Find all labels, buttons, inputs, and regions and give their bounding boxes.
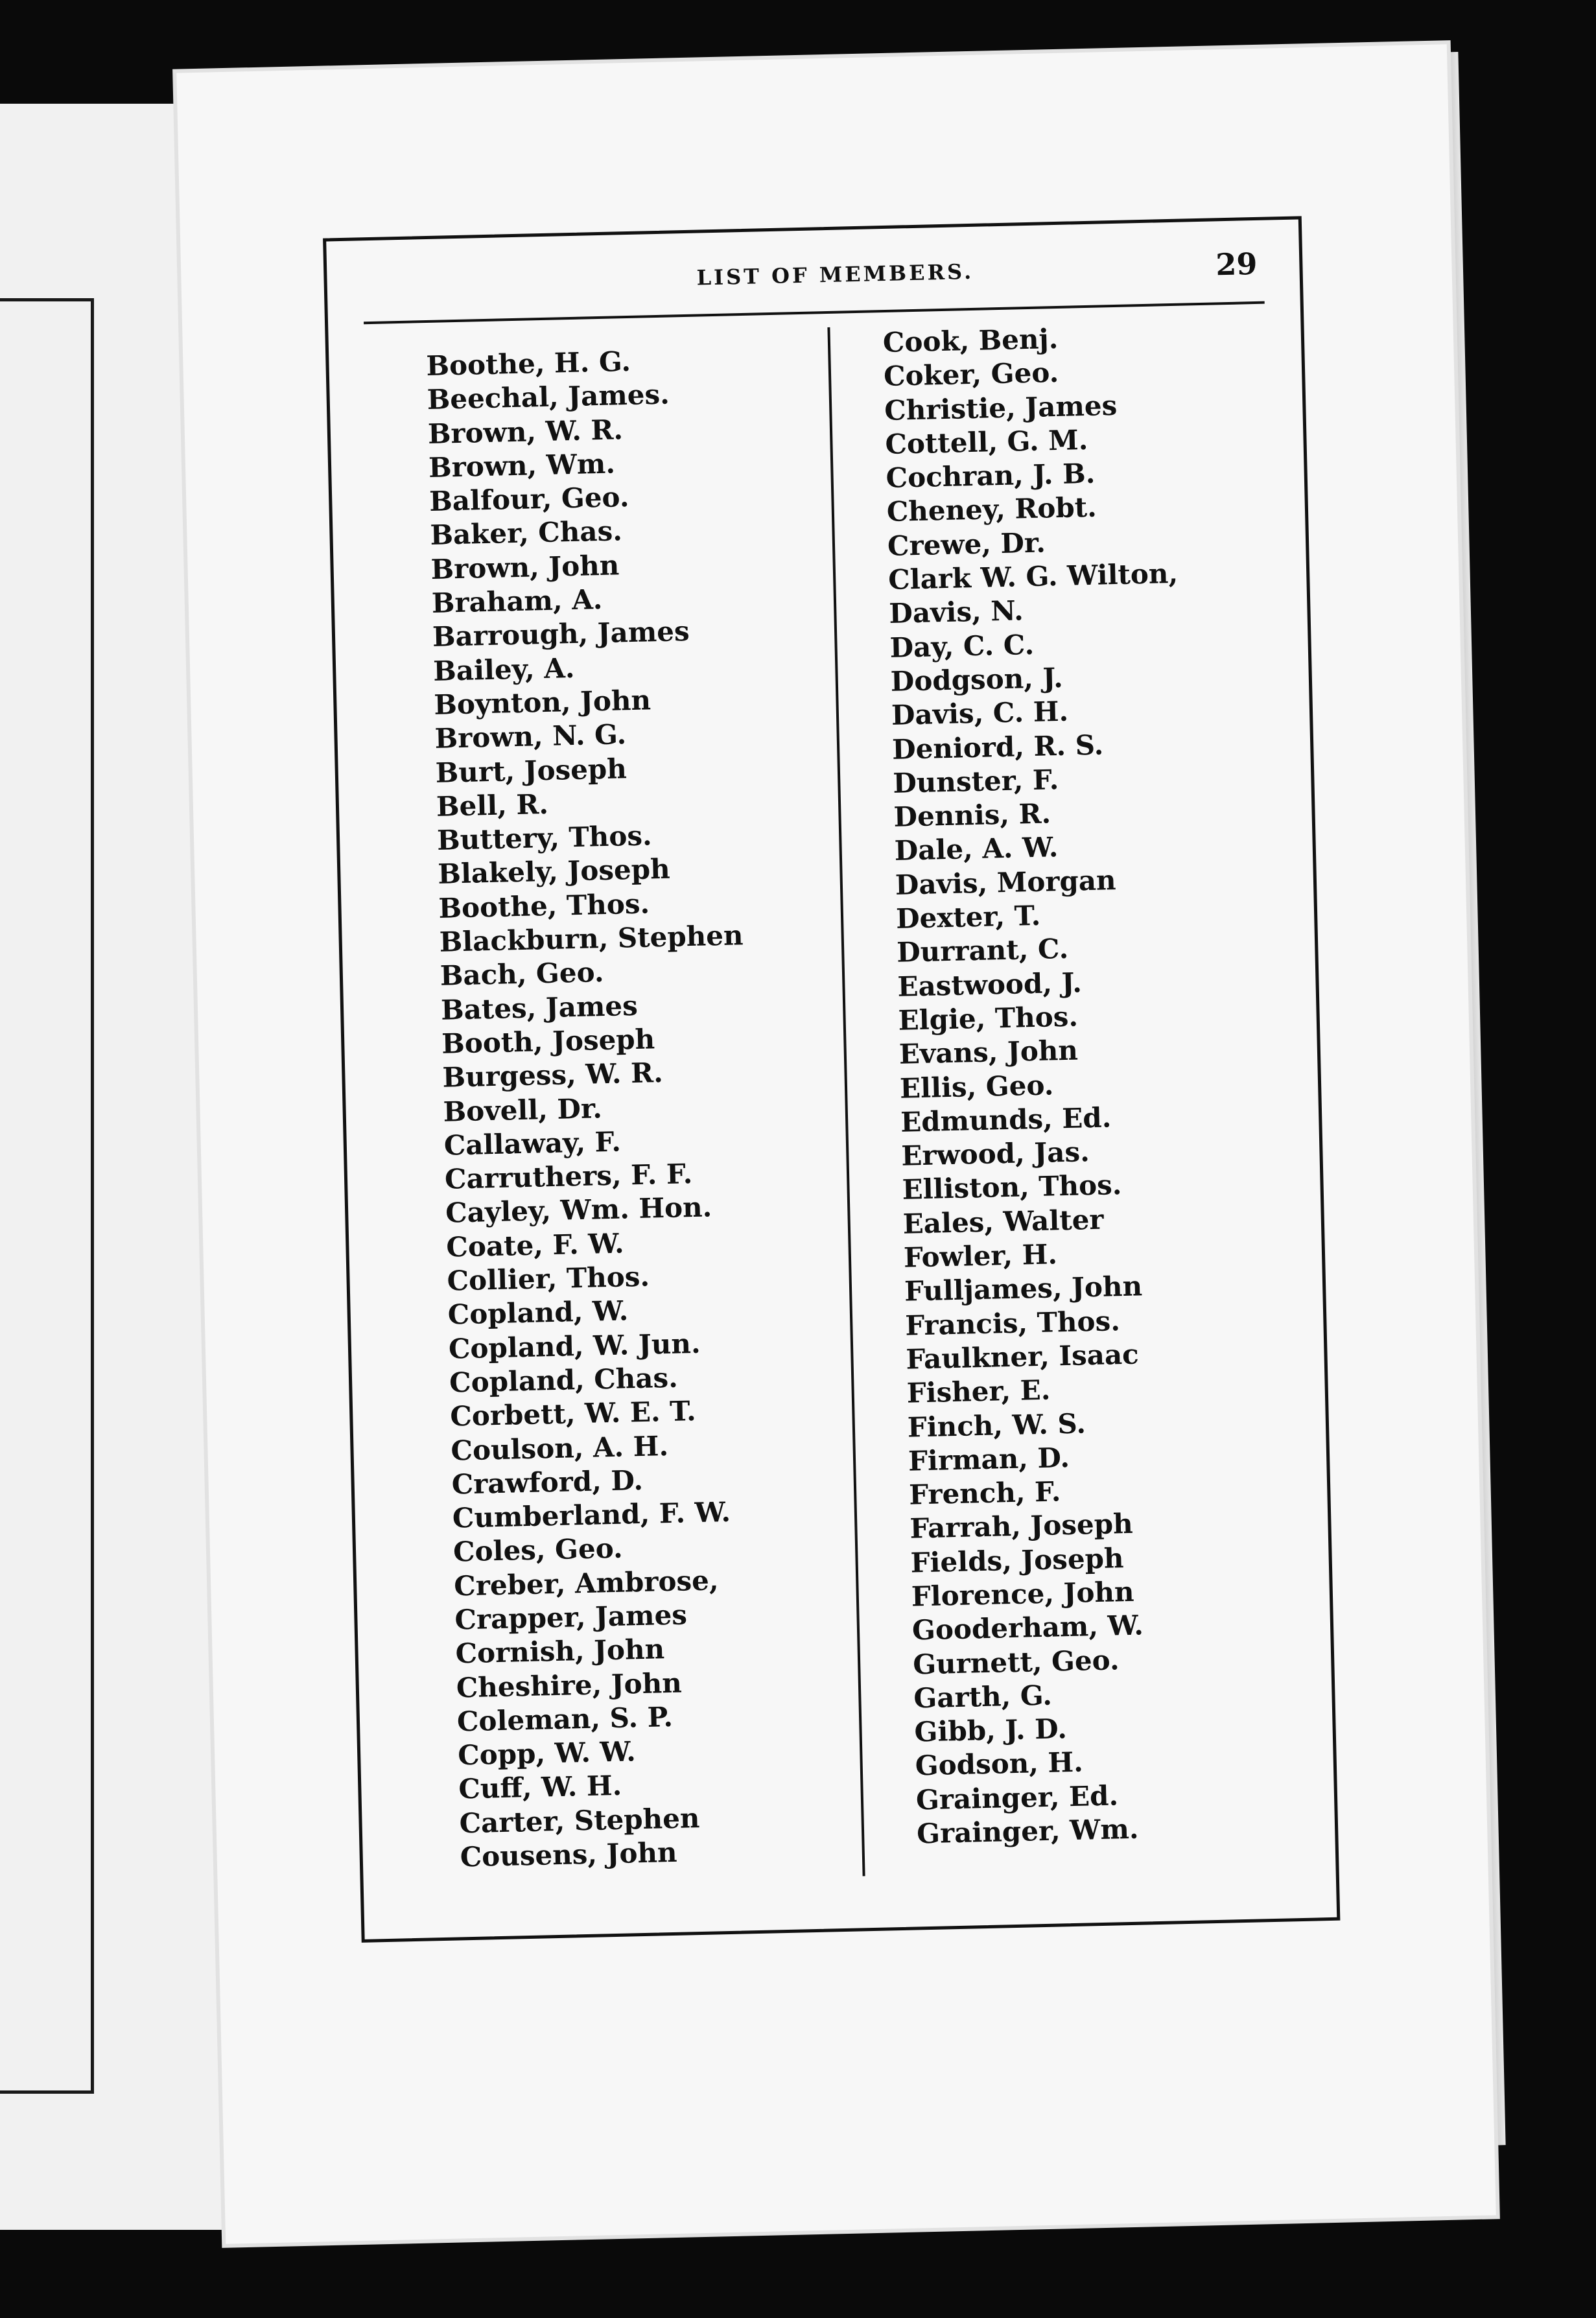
member-entry: Buttery, Thos.: [436, 819, 653, 856]
member-entry: Farrah, Joseph: [909, 1508, 1134, 1545]
member-entry: Collier, Thos.: [447, 1260, 650, 1297]
member-entry: Eales, Walter: [902, 1203, 1105, 1240]
member-entry: Coles, Geo.: [452, 1532, 624, 1568]
member-entry: Davis, C. H.: [891, 695, 1069, 732]
member-entry: Creber, Ambrose,: [453, 1563, 719, 1602]
member-entry: Cheshire, John: [456, 1667, 683, 1704]
member-entry: Deniord, R. S.: [891, 729, 1104, 766]
member-entry: Dunster, F.: [892, 763, 1059, 799]
member-entry: Gooderham, W.: [911, 1609, 1144, 1646]
member-entry: Cornish, John: [455, 1633, 665, 1670]
member-entry: Crawford, D.: [451, 1464, 644, 1501]
member-entry: Fisher, E.: [906, 1374, 1051, 1409]
member-entry: Finch, W. S.: [907, 1407, 1086, 1444]
member-entry: Copland, W.: [447, 1294, 629, 1331]
member-entry: Blakely, Joseph: [437, 853, 671, 891]
member-entry: Braham, A.: [431, 583, 603, 620]
member-entry: Grainger, Ed.: [915, 1779, 1119, 1816]
member-entry: Francis, Thos.: [904, 1304, 1121, 1342]
member-entry: Copland, Chas.: [449, 1361, 679, 1399]
member-entry: Dennis, R.: [893, 797, 1051, 834]
member-entry: Cottell, G. M.: [884, 423, 1088, 460]
member-entry: Eastwood, J.: [897, 966, 1083, 1003]
member-entry: Evans, John: [898, 1034, 1079, 1070]
member-entry: Callaway, F.: [443, 1125, 622, 1162]
member-entry: Coleman, S. P.: [456, 1700, 674, 1738]
page-number: 29: [1215, 246, 1258, 283]
member-entry: Faulkner, Isaac: [906, 1338, 1140, 1376]
member-entry: Barrough, James: [432, 615, 690, 653]
member-entry: Carter, Stephen: [459, 1801, 700, 1840]
member-entry: Edmunds, Ed.: [900, 1101, 1112, 1138]
member-entry: Davis, Morgan: [895, 863, 1117, 901]
member-entry: Firman, D.: [908, 1441, 1070, 1477]
member-entry: Fowler, H.: [903, 1238, 1058, 1274]
member-entry: Bovell, Dr.: [443, 1092, 603, 1128]
page: [176, 44, 1496, 2244]
member-list-right: [882, 320, 1206, 1851]
member-entry: Coulson, A. H.: [451, 1429, 669, 1467]
member-list-left: [426, 342, 764, 1874]
member-entry: Elliston, Thos.: [902, 1169, 1122, 1206]
member-entry: Coate, F. W.: [445, 1227, 625, 1263]
member-entry: Carruthers, F. F.: [444, 1158, 693, 1195]
member-entry: Beechal, James.: [427, 378, 670, 416]
column-rule: [827, 327, 865, 1876]
member-entry: Bell, R.: [436, 788, 549, 823]
member-entry: Davis, N.: [888, 594, 1024, 630]
member-entry: Cook, Benj.: [882, 322, 1059, 359]
member-entry: Dale, A. W.: [894, 831, 1059, 867]
member-entry: Bailey, A.: [432, 651, 575, 687]
member-entry: Copp, W. W.: [457, 1735, 637, 1772]
member-entry: Cheney, Robt.: [886, 491, 1097, 528]
member-entry: Erwood, Jas.: [900, 1136, 1090, 1172]
member-entry: Baker, Chas.: [429, 515, 623, 552]
member-entry: Christie, James: [884, 389, 1118, 427]
member-entry: Burgess, W. R.: [441, 1057, 664, 1094]
member-entry: Dexter, T.: [895, 899, 1041, 935]
member-entry: Boothe, H. G.: [426, 345, 631, 382]
member-entry: Gurnett, Geo.: [912, 1643, 1120, 1681]
member-entry: Brown, N. G.: [434, 718, 627, 755]
member-entry: Cumberland, F. W.: [452, 1495, 731, 1534]
member-entry: Corbett, W. E. T.: [449, 1395, 697, 1433]
member-entry: Crewe, Dr.: [887, 526, 1046, 562]
running-title: LIST OF MEMBERS.: [696, 259, 974, 290]
member-entry: Fulljames, John: [904, 1270, 1143, 1307]
member-entry: Balfour, Geo.: [428, 481, 629, 518]
previous-page-frame: [0, 298, 94, 2094]
member-entry: Crapper, James: [454, 1598, 688, 1636]
member-entry: Bach, Geo.: [440, 956, 605, 992]
member-entry: Bates, James: [440, 989, 639, 1026]
member-entry: Elgie, Thos.: [898, 1000, 1079, 1036]
member-entry: Brown, Wm.: [428, 447, 616, 484]
member-entry: Blackburn, Stephen: [439, 919, 744, 958]
member-entry: Dodgson, J.: [890, 661, 1064, 697]
member-entry: Durrant, C.: [896, 933, 1069, 969]
member-entry: Burt, Joseph: [435, 752, 628, 789]
member-entry: Godson, H.: [915, 1746, 1084, 1782]
member-entry: Cayley, Wm. Hon.: [445, 1191, 712, 1230]
member-entry: Cousens, John: [460, 1836, 678, 1873]
member-entry: Ellis, Geo.: [899, 1068, 1054, 1105]
member-entry: Day, C. C.: [889, 628, 1035, 664]
page-frame: [323, 216, 1340, 1943]
member-entry: Garth, G.: [913, 1679, 1053, 1715]
member-entry: Cochran, J. B.: [886, 457, 1096, 495]
member-entry: Gibb, J. D.: [914, 1713, 1068, 1748]
member-entry: Booth, Joseph: [441, 1023, 655, 1060]
member-entry: Grainger, Wm.: [916, 1812, 1139, 1850]
member-entry: Copland, W. Jun.: [448, 1327, 701, 1365]
member-entry: Cuff, W. H.: [458, 1770, 622, 1805]
member-entry: Florence, John: [911, 1575, 1135, 1613]
member-entry: Brown, John: [430, 549, 620, 585]
member-entry: Fields, Joseph: [910, 1541, 1125, 1579]
member-entry: Brown, W. R.: [427, 413, 624, 450]
member-entry: Clark W. G. Wilton,: [887, 557, 1179, 596]
member-entry: Boynton, John: [433, 684, 651, 721]
member-entry: French, F.: [908, 1475, 1061, 1511]
member-entry: Boothe, Thos.: [438, 887, 650, 924]
member-entry: Coker, Geo.: [883, 357, 1059, 393]
